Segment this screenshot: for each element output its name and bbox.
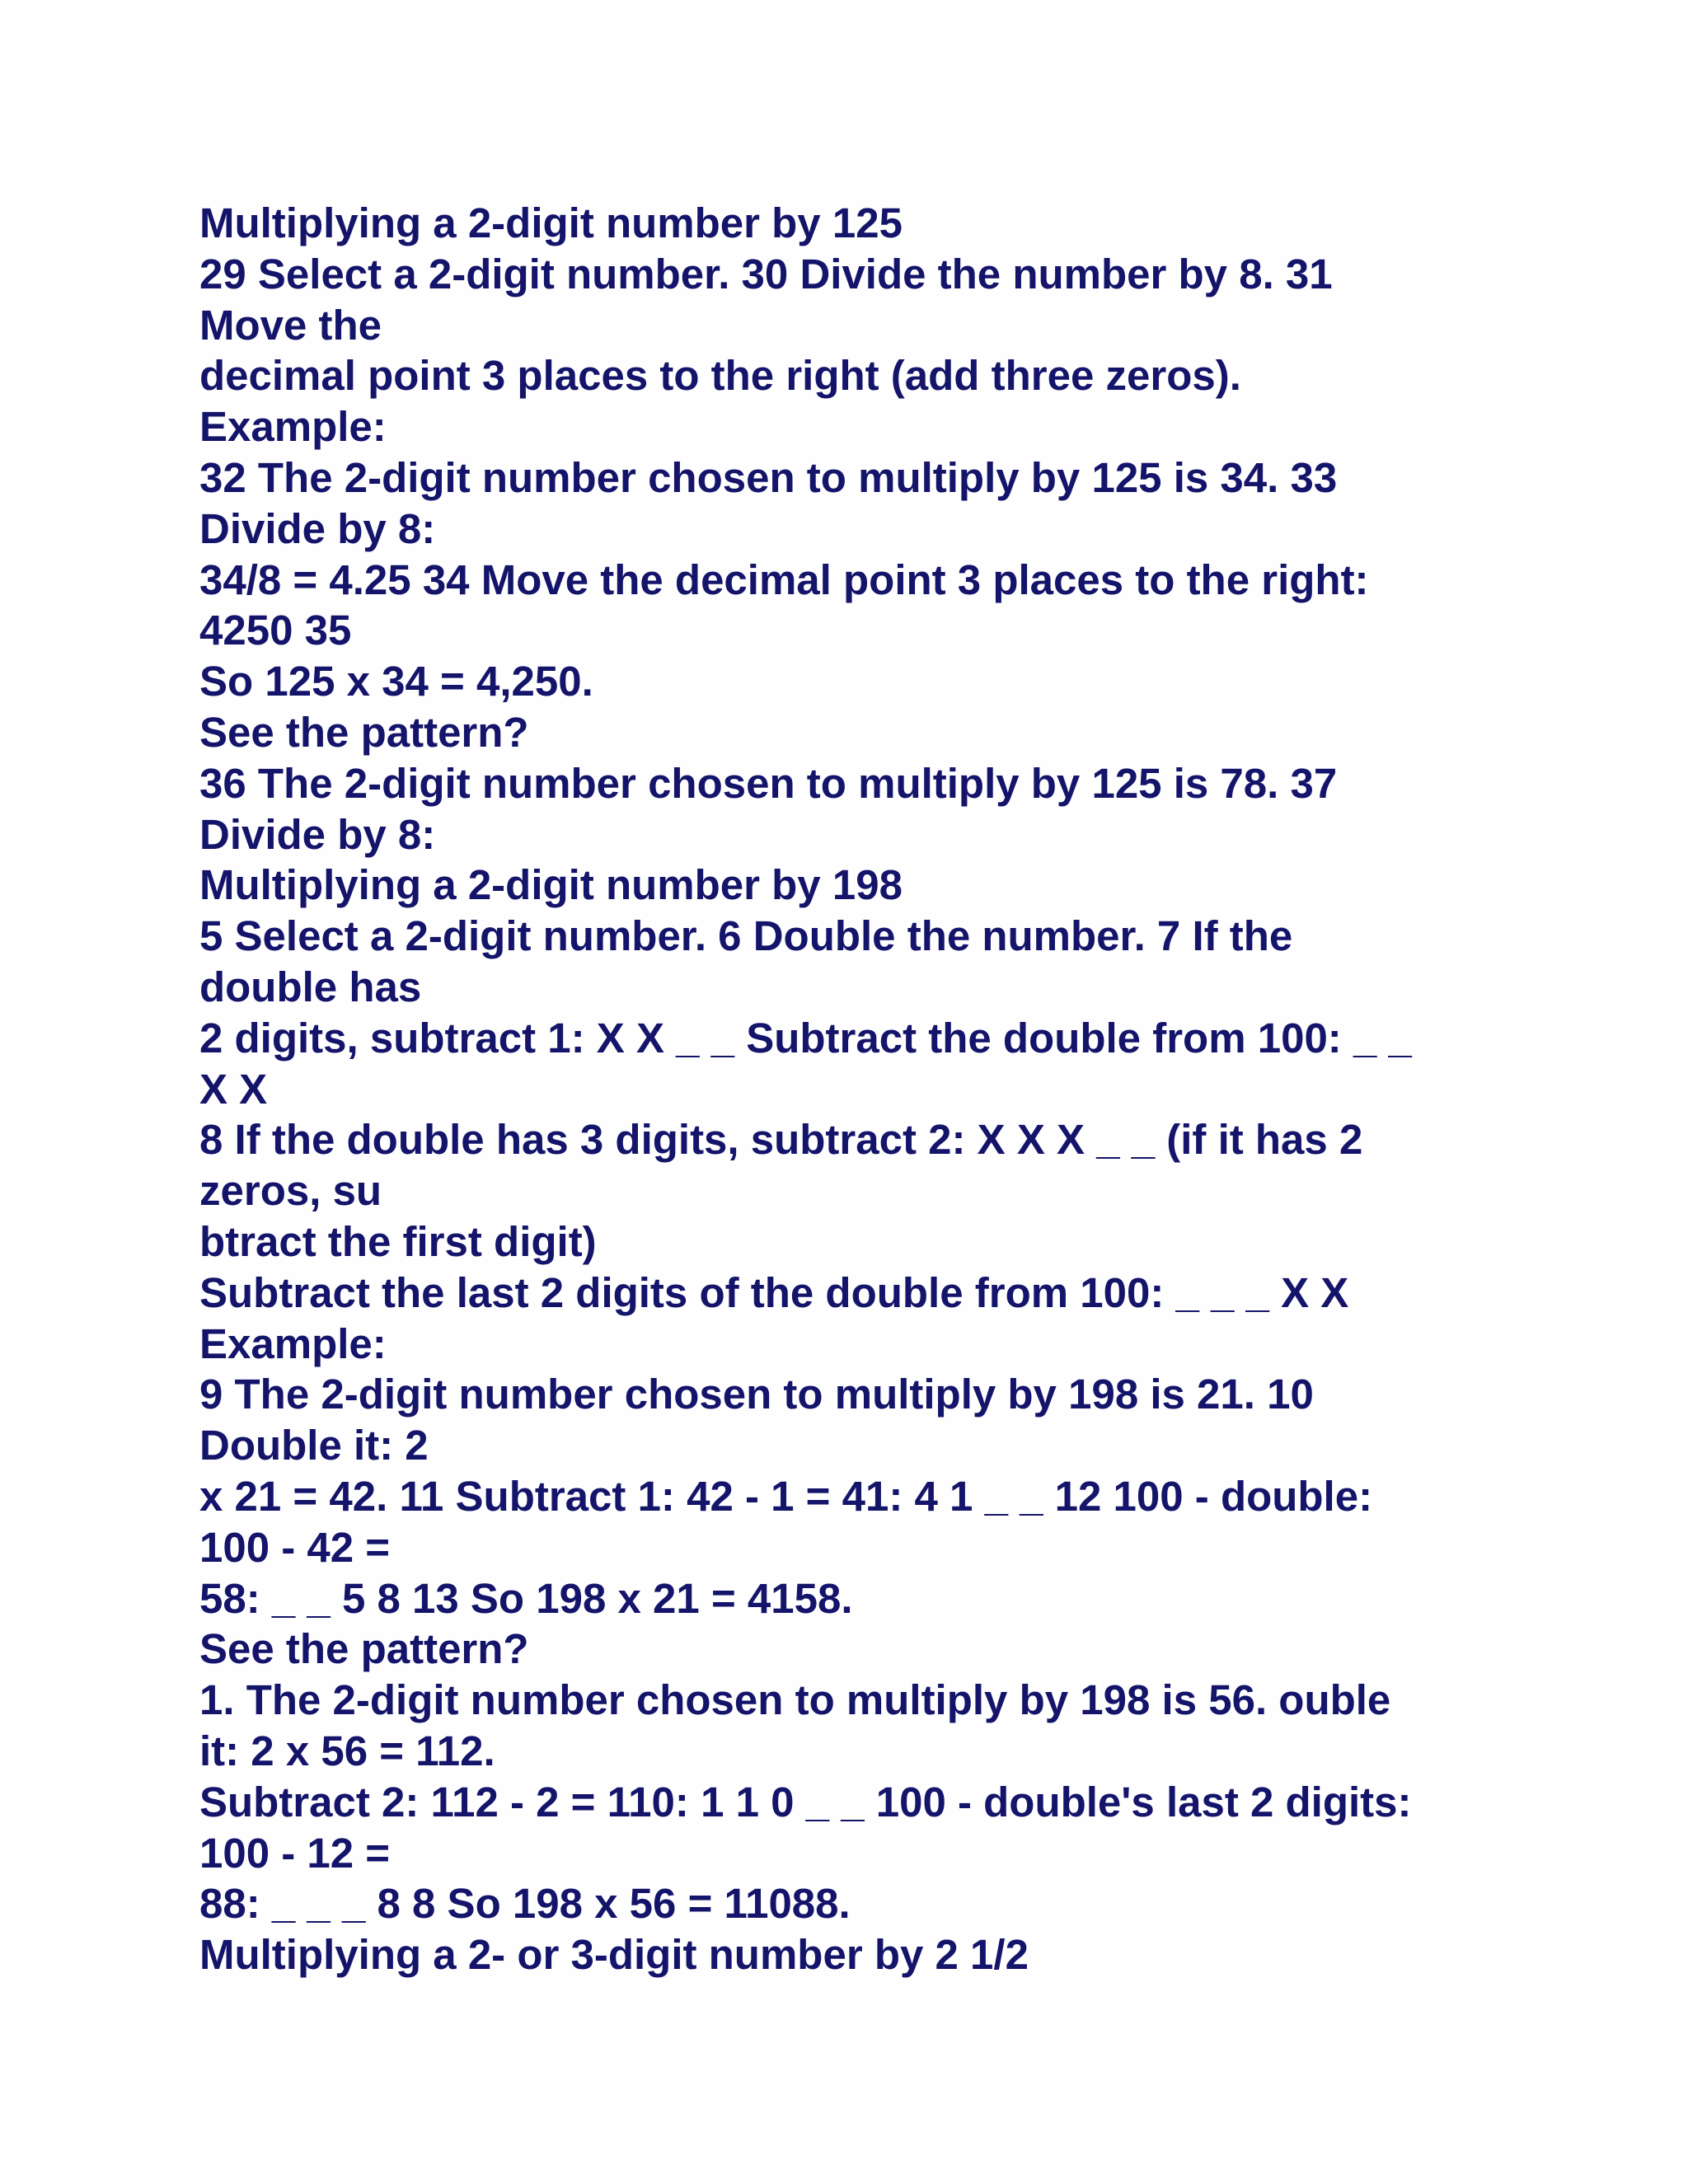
- text-line: 9 The 2-digit number chosen to multiply by 198 is 21. 10: [199, 1371, 1314, 1418]
- text-line: decimal point 3 places to the right (add three zeros).: [199, 352, 1241, 400]
- text-line: 2 digits, subtract 1: X X _ _ Subtract the double from 100: _ _: [199, 1014, 1412, 1062]
- text-line: 100 - 42 =: [199, 1523, 391, 1571]
- heading-multiply-by-125: Multiplying a 2-digit number by 125: [199, 199, 903, 246]
- text-line: 29 Select a 2-digit number. 30 Divide the number by 8. 31: [199, 250, 1333, 298]
- text-line: btract the first digit): [199, 1217, 597, 1265]
- text-line: 88: _ _ _ 8 8 So 198 x 56 = 11088.: [199, 1880, 851, 1928]
- text-line: Example:: [199, 1319, 387, 1367]
- heading-multiply-by-2-and-half: Multiplying a 2- or 3-digit number by 2 1/2: [199, 1931, 1029, 1979]
- text-line: 8 If the double has 3 digits, subtract 2: X X X _ _ (if it has 2: [199, 1116, 1363, 1164]
- text-line: 1. The 2-digit number chosen to multiply by 198 is 56. ouble: [199, 1676, 1391, 1724]
- text-line: 4250 35: [199, 607, 352, 654]
- text-line: Divide by 8:: [199, 810, 436, 858]
- heading-multiply-by-198: Multiplying a 2-digit number by 198: [199, 861, 903, 909]
- text-line: So 125 x 34 = 4,250.: [199, 658, 593, 705]
- text-line: See the pattern?: [199, 1625, 529, 1673]
- text-line: x 21 = 42. 11 Subtract 1: 42 - 1 = 41: 4 1 _ _ 12 100 - double:: [199, 1472, 1373, 1520]
- text-line: double has: [199, 963, 422, 1010]
- text-line: zeros, su: [199, 1167, 382, 1215]
- text-line: it: 2 x 56 = 112.: [199, 1727, 495, 1774]
- text-line: Subtract the last 2 digits of the double from 100: _ _ _ X X: [199, 1268, 1349, 1316]
- document-text: [199, 198, 1535, 1980]
- text-line: 100 - 12 =: [199, 1829, 391, 1877]
- text-line: Subtract 2: 112 - 2 = 110: 1 1 0 _ _ 100 - double's last 2 digits:: [199, 1778, 1412, 1825]
- text-line: 5 Select a 2-digit number. 6 Double the number. 7 If the: [199, 912, 1293, 960]
- text-line: See the pattern?: [199, 708, 529, 756]
- text-line: 32 The 2-digit number chosen to multiply by 125 is 34. 33: [199, 453, 1338, 501]
- text-line: 34/8 = 4.25 34 Move the decimal point 3 places to the right:: [199, 555, 1369, 603]
- text-line: X X: [199, 1065, 268, 1113]
- text-line: Divide by 8:: [199, 504, 436, 552]
- text-line: 58: _ _ 5 8 13 So 198 x 21 = 4158.: [199, 1574, 853, 1622]
- text-line: Move the: [199, 301, 382, 349]
- text-line: 36 The 2-digit number chosen to multiply by 125 is 78. 37: [199, 759, 1338, 807]
- text-line: Example:: [199, 403, 387, 451]
- text-line: Double it: 2: [199, 1422, 429, 1469]
